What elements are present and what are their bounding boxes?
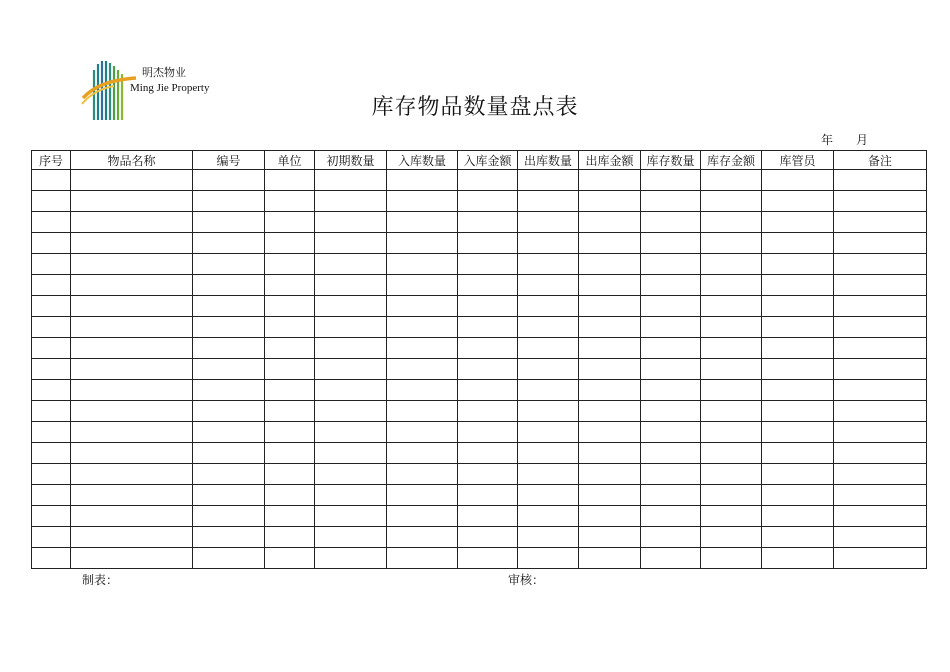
table-cell[interactable] (579, 317, 641, 338)
table-cell[interactable] (834, 338, 927, 359)
table-cell[interactable] (265, 170, 315, 191)
table-cell[interactable] (834, 380, 927, 401)
table-cell[interactable] (834, 254, 927, 275)
table-cell[interactable] (762, 212, 834, 233)
header-cell: 出库金额 (579, 151, 641, 170)
table-cell[interactable] (518, 443, 579, 464)
table-cell[interactable] (834, 233, 927, 254)
table-cell[interactable] (71, 233, 193, 254)
table-cell[interactable] (315, 254, 387, 275)
table-cell[interactable] (834, 506, 927, 527)
table-cell[interactable] (387, 191, 458, 212)
table-cell[interactable] (193, 296, 265, 317)
table-cell[interactable] (762, 506, 834, 527)
header-cell: 库存金额 (701, 151, 762, 170)
table-cell[interactable] (701, 443, 762, 464)
table-cell[interactable] (701, 296, 762, 317)
table-cell[interactable] (834, 212, 927, 233)
header-cell: 库存数量 (641, 151, 701, 170)
table-cell[interactable] (265, 191, 315, 212)
table-cell[interactable] (458, 527, 518, 548)
table-cell[interactable] (701, 422, 762, 443)
table-cell[interactable] (579, 464, 641, 485)
table-cell[interactable] (579, 506, 641, 527)
table-cell[interactable] (834, 485, 927, 506)
table-cell[interactable] (762, 401, 834, 422)
table-cell[interactable] (641, 443, 701, 464)
table-cell[interactable] (579, 212, 641, 233)
table-cell[interactable] (762, 233, 834, 254)
table-cell[interactable] (265, 422, 315, 443)
table-cell[interactable] (701, 506, 762, 527)
table-row (32, 506, 927, 527)
table-cell[interactable] (579, 380, 641, 401)
table-cell[interactable] (315, 401, 387, 422)
table-cell[interactable] (641, 548, 701, 569)
table-cell[interactable] (315, 170, 387, 191)
header-cell: 库管员 (762, 151, 834, 170)
table-header-row (32, 151, 927, 170)
table-cell[interactable] (71, 464, 193, 485)
table-cell[interactable] (265, 485, 315, 506)
table-body (32, 170, 927, 569)
table-cell[interactable] (641, 233, 701, 254)
table-row (32, 338, 927, 359)
table-cell[interactable] (579, 233, 641, 254)
header-cell: 备注 (834, 151, 927, 170)
table-row (32, 254, 927, 275)
table-cell[interactable] (701, 275, 762, 296)
table-cell[interactable] (641, 401, 701, 422)
table-cell[interactable] (32, 296, 71, 317)
table-cell[interactable] (518, 548, 579, 569)
table-cell[interactable] (193, 275, 265, 296)
table-cell[interactable] (701, 380, 762, 401)
table-cell[interactable] (315, 464, 387, 485)
table-cell[interactable] (265, 275, 315, 296)
table-cell[interactable] (701, 548, 762, 569)
table-cell[interactable] (762, 191, 834, 212)
table-row (32, 443, 927, 464)
table-row (32, 212, 927, 233)
table-cell[interactable] (71, 422, 193, 443)
table-cell[interactable] (32, 380, 71, 401)
table-cell[interactable] (71, 359, 193, 380)
table-cell[interactable] (193, 317, 265, 338)
table-cell[interactable] (579, 254, 641, 275)
table-cell[interactable] (458, 296, 518, 317)
table-cell[interactable] (32, 443, 71, 464)
date-year-label: 年 (821, 133, 834, 147)
table-cell[interactable] (315, 338, 387, 359)
table-cell[interactable] (641, 317, 701, 338)
table-cell[interactable] (387, 443, 458, 464)
table-cell[interactable] (834, 443, 927, 464)
table-cell[interactable] (458, 275, 518, 296)
date-month-label: 月 (856, 133, 869, 147)
table-cell[interactable] (762, 443, 834, 464)
table-cell[interactable] (641, 380, 701, 401)
table-row (32, 233, 927, 254)
table-cell[interactable] (387, 485, 458, 506)
table-cell[interactable] (71, 485, 193, 506)
table-cell[interactable] (701, 191, 762, 212)
table-cell[interactable] (458, 464, 518, 485)
table-cell[interactable] (641, 254, 701, 275)
table-cell[interactable] (579, 359, 641, 380)
table-cell[interactable] (315, 527, 387, 548)
table-cell[interactable] (641, 212, 701, 233)
table-cell[interactable] (641, 464, 701, 485)
table-cell[interactable] (32, 359, 71, 380)
table-cell[interactable] (315, 296, 387, 317)
table-cell[interactable] (458, 233, 518, 254)
table-cell[interactable] (701, 212, 762, 233)
table-cell[interactable] (265, 233, 315, 254)
table-cell[interactable] (265, 443, 315, 464)
table-cell[interactable] (32, 212, 71, 233)
table-row (32, 275, 927, 296)
table-cell[interactable] (387, 506, 458, 527)
table-cell[interactable] (458, 359, 518, 380)
table-cell[interactable] (193, 527, 265, 548)
header-cell: 入库金额 (458, 151, 518, 170)
table-cell[interactable] (193, 212, 265, 233)
table-cell[interactable] (834, 296, 927, 317)
header-cell: 物品名称 (71, 151, 193, 170)
made-by-label: 制表： (82, 573, 119, 587)
table-cell[interactable] (458, 254, 518, 275)
table-cell[interactable] (71, 212, 193, 233)
table-cell[interactable] (193, 464, 265, 485)
table-cell[interactable] (579, 170, 641, 191)
header-cell: 单位 (265, 151, 315, 170)
table-row (32, 380, 927, 401)
table-cell[interactable] (387, 380, 458, 401)
table-cell[interactable] (641, 485, 701, 506)
table-cell[interactable] (387, 275, 458, 296)
table-cell[interactable] (518, 275, 579, 296)
table-cell[interactable] (387, 548, 458, 569)
table-cell[interactable] (32, 485, 71, 506)
table-cell[interactable] (834, 548, 927, 569)
table-cell[interactable] (641, 506, 701, 527)
table-cell[interactable] (315, 191, 387, 212)
table-cell[interactable] (701, 527, 762, 548)
table-cell[interactable] (834, 527, 927, 548)
table-cell[interactable] (193, 191, 265, 212)
table-row (32, 422, 927, 443)
header-cell: 编号 (193, 151, 265, 170)
table-cell[interactable] (458, 170, 518, 191)
table-cell[interactable] (387, 317, 458, 338)
table-cell[interactable] (32, 275, 71, 296)
table-cell[interactable] (518, 464, 579, 485)
table-cell[interactable] (762, 254, 834, 275)
table-cell[interactable] (315, 380, 387, 401)
table-cell[interactable] (71, 443, 193, 464)
table-cell[interactable] (32, 506, 71, 527)
table-cell[interactable] (32, 338, 71, 359)
table-cell[interactable] (71, 275, 193, 296)
table-cell[interactable] (518, 359, 579, 380)
table-cell[interactable] (458, 191, 518, 212)
table-cell[interactable] (458, 317, 518, 338)
table-cell[interactable] (193, 422, 265, 443)
table-row (32, 527, 927, 548)
table-cell[interactable] (387, 170, 458, 191)
table-cell[interactable] (265, 464, 315, 485)
table-cell[interactable] (193, 443, 265, 464)
header-cell: 出库数量 (518, 151, 579, 170)
table-cell[interactable] (641, 338, 701, 359)
table-cell[interactable] (762, 464, 834, 485)
table-cell[interactable] (579, 443, 641, 464)
table-cell[interactable] (265, 401, 315, 422)
logo-name-cn: 明杰物业 (142, 66, 186, 79)
table-cell[interactable] (641, 422, 701, 443)
table-cell[interactable] (458, 422, 518, 443)
table-cell[interactable] (762, 275, 834, 296)
table-cell[interactable] (265, 317, 315, 338)
table-cell[interactable] (701, 401, 762, 422)
table-cell[interactable] (834, 275, 927, 296)
table-cell[interactable] (315, 422, 387, 443)
table-cell[interactable] (387, 359, 458, 380)
table-cell[interactable] (701, 464, 762, 485)
page-title: 库存物品数量盘点表 (371, 95, 579, 120)
table-cell[interactable] (387, 401, 458, 422)
table-cell[interactable] (518, 527, 579, 548)
table-row (32, 191, 927, 212)
table-cell[interactable] (193, 170, 265, 191)
table-cell[interactable] (315, 359, 387, 380)
table-cell[interactable] (315, 233, 387, 254)
table-cell[interactable] (193, 401, 265, 422)
table-cell[interactable] (458, 485, 518, 506)
table-cell[interactable] (518, 506, 579, 527)
reviewed-by-label: 审核： (508, 573, 545, 587)
header-cell: 序号 (32, 151, 71, 170)
table-cell[interactable] (518, 170, 579, 191)
table-cell[interactable] (701, 485, 762, 506)
table-cell[interactable] (315, 317, 387, 338)
table-cell[interactable] (71, 401, 193, 422)
table-cell[interactable] (579, 548, 641, 569)
table-cell[interactable] (387, 233, 458, 254)
table-cell[interactable] (315, 485, 387, 506)
header-cell: 入库数量 (387, 151, 458, 170)
table-cell[interactable] (32, 170, 71, 191)
table-cell[interactable] (32, 233, 71, 254)
table-cell[interactable] (518, 485, 579, 506)
table-cell[interactable] (701, 170, 762, 191)
table-cell[interactable] (518, 233, 579, 254)
table-cell[interactable] (193, 254, 265, 275)
table-cell[interactable] (315, 275, 387, 296)
table-cell[interactable] (71, 548, 193, 569)
table-cell[interactable] (32, 401, 71, 422)
table-cell[interactable] (265, 506, 315, 527)
table-cell[interactable] (265, 212, 315, 233)
table-cell[interactable] (193, 233, 265, 254)
table-cell[interactable] (518, 317, 579, 338)
table-cell[interactable] (32, 254, 71, 275)
table-cell[interactable] (518, 338, 579, 359)
table-row (32, 170, 927, 191)
table-cell[interactable] (641, 191, 701, 212)
table-cell[interactable] (762, 548, 834, 569)
table-cell[interactable] (518, 380, 579, 401)
table-cell[interactable] (71, 191, 193, 212)
table-row (32, 296, 927, 317)
table-cell[interactable] (387, 338, 458, 359)
table-cell[interactable] (32, 464, 71, 485)
table-cell[interactable] (458, 380, 518, 401)
table-cell[interactable] (32, 527, 71, 548)
table-cell[interactable] (518, 422, 579, 443)
table-cell[interactable] (32, 548, 71, 569)
table-cell[interactable] (579, 191, 641, 212)
table-row (32, 464, 927, 485)
table-cell[interactable] (579, 422, 641, 443)
table-cell[interactable] (458, 212, 518, 233)
table-cell[interactable] (32, 422, 71, 443)
logo-name-en: Ming Jie Property (130, 82, 210, 94)
table-cell[interactable] (193, 380, 265, 401)
table-cell[interactable] (518, 191, 579, 212)
table-cell[interactable] (458, 338, 518, 359)
table-cell[interactable] (265, 254, 315, 275)
table-cell[interactable] (458, 548, 518, 569)
table-cell[interactable] (762, 422, 834, 443)
table-cell[interactable] (315, 443, 387, 464)
table-cell[interactable] (265, 296, 315, 317)
table-cell[interactable] (579, 275, 641, 296)
table-cell[interactable] (71, 296, 193, 317)
table-cell[interactable] (762, 296, 834, 317)
table-cell[interactable] (265, 338, 315, 359)
table-cell[interactable] (387, 296, 458, 317)
table-cell[interactable] (518, 212, 579, 233)
table-cell[interactable] (458, 443, 518, 464)
table-cell[interactable] (193, 485, 265, 506)
table-cell[interactable] (834, 464, 927, 485)
table-cell[interactable] (458, 401, 518, 422)
table-cell[interactable] (641, 275, 701, 296)
table-cell[interactable] (641, 170, 701, 191)
table-cell[interactable] (518, 254, 579, 275)
table-cell[interactable] (387, 422, 458, 443)
table-cell[interactable] (71, 170, 193, 191)
table-cell[interactable] (579, 485, 641, 506)
table-cell[interactable] (32, 317, 71, 338)
table-cell[interactable] (315, 212, 387, 233)
table-cell[interactable] (193, 338, 265, 359)
table-cell[interactable] (193, 359, 265, 380)
table-cell[interactable] (834, 317, 927, 338)
table-cell[interactable] (387, 212, 458, 233)
table-cell[interactable] (762, 527, 834, 548)
table-cell[interactable] (458, 506, 518, 527)
table-cell[interactable] (265, 527, 315, 548)
table-cell[interactable] (579, 296, 641, 317)
table-cell[interactable] (387, 527, 458, 548)
table-cell[interactable] (834, 422, 927, 443)
table-row (32, 317, 927, 338)
table-cell[interactable] (641, 359, 701, 380)
table-cell[interactable] (387, 254, 458, 275)
table-cell[interactable] (701, 317, 762, 338)
table-cell[interactable] (834, 170, 927, 191)
table-cell[interactable] (834, 359, 927, 380)
table-cell[interactable] (762, 359, 834, 380)
table-cell[interactable] (762, 380, 834, 401)
table-cell[interactable] (265, 380, 315, 401)
table-cell[interactable] (579, 338, 641, 359)
table-cell[interactable] (762, 485, 834, 506)
table-cell[interactable] (701, 338, 762, 359)
table-cell[interactable] (518, 401, 579, 422)
table-cell[interactable] (701, 359, 762, 380)
header-cell: 初期数量 (315, 151, 387, 170)
table-cell[interactable] (71, 380, 193, 401)
table-row (32, 548, 927, 569)
table-row (32, 485, 927, 506)
table-cell[interactable] (71, 338, 193, 359)
table-cell[interactable] (71, 317, 193, 338)
table-cell[interactable] (641, 296, 701, 317)
table-cell[interactable] (834, 401, 927, 422)
table-cell[interactable] (71, 506, 193, 527)
table-cell[interactable] (193, 548, 265, 569)
table-cell[interactable] (762, 338, 834, 359)
table-cell[interactable] (762, 317, 834, 338)
table-row (32, 359, 927, 380)
table-cell[interactable] (834, 191, 927, 212)
table-cell[interactable] (32, 191, 71, 212)
table-cell[interactable] (71, 527, 193, 548)
table-cell[interactable] (579, 401, 641, 422)
table-cell[interactable] (315, 548, 387, 569)
table-cell[interactable] (579, 527, 641, 548)
table-row (32, 401, 927, 422)
table-cell[interactable] (387, 464, 458, 485)
table-cell[interactable] (315, 506, 387, 527)
table-cell[interactable] (265, 359, 315, 380)
table-cell[interactable] (265, 548, 315, 569)
table-cell[interactable] (71, 254, 193, 275)
table-cell[interactable] (193, 506, 265, 527)
table-cell[interactable] (518, 296, 579, 317)
table-cell[interactable] (701, 254, 762, 275)
table-cell[interactable] (641, 527, 701, 548)
table-cell[interactable] (762, 170, 834, 191)
table-cell[interactable] (701, 233, 762, 254)
inventory-count-table (31, 150, 927, 569)
